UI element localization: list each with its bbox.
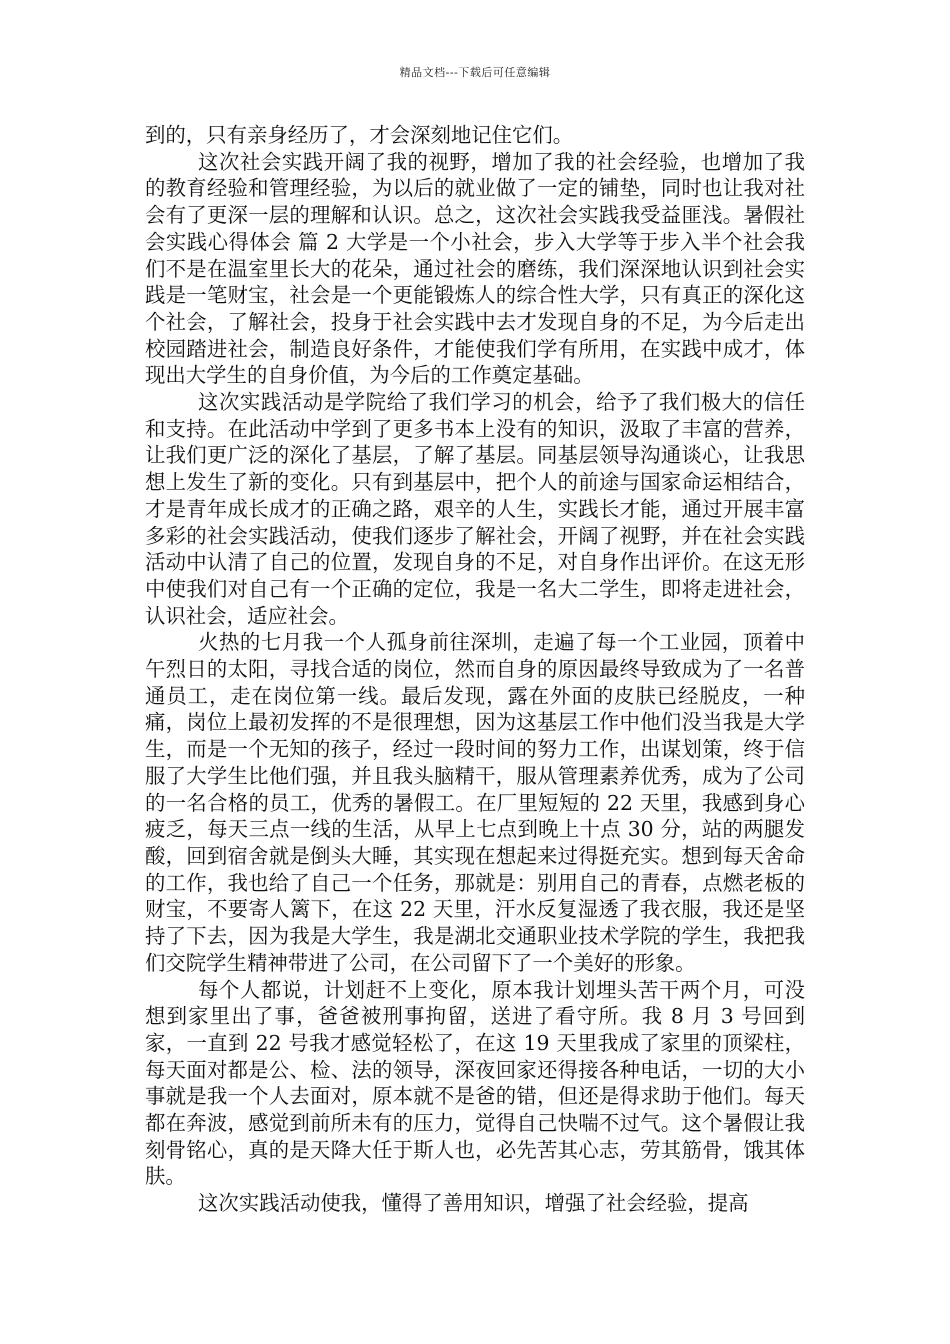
paragraph: 这次实践活动使我，懂得了善用知识，增强了社会经验，提高 — [198, 1191, 749, 1216]
paragraph: 这次实践活动是学院给了我们学习的机会，给予了我们极大的信任和支持。在此活动中学到了更多书本上没有的知识，汲取了丰富的营养，让我们更广泛的深化了基层，了解了基层。同基层领导沟通谈心，让我思想上发生了新的变化。只有到基层中，把个人的前途与国家命运相结合，才是青年成长成才的正确之路，艰辛的人生，实践长才能，通过开展丰富多彩的社会实践活动，使我们逐步了解社会，开阔了视野，并在社会实践活动中认清了自己的位置，发现自身的不足，对自身作出评价。在这无形中使我们对自己有一个正确的定位，我是一名大二学生，即将走进社会，认识社会，适应社会。 — [145, 390, 805, 628]
paragraph: 到的，只有亲身经历了，才会深刻地记住它们。 — [145, 123, 574, 147]
paragraph: 每个人都说，计划赶不上变化，原本我计划埋头苦干两个月，可没想到家里出了事，爸爸被刑事拘留，送进了看守所。我 8 月 3 号回到家，一直到 22 号我才感觉轻松了，在这 19 天里我成了家里的顶梁柱，每天面对都是公、检、法的领导，深夜回家还得接各种电话，一切的大小事就是我一个人去面对，原本就不是爸的错，但还是得求助于他们。每天都在奔波，感觉到前所未有的压力，觉得自己快喘不过气。这个暑假让我刻骨铭心，真的是天降大任于斯人也，必先苦其心志，劳其筋骨，饿其体肤。 — [145, 977, 805, 1189]
paragraph: 火热的七月我一个人孤身前往深圳，走遍了每一个工业园，顶着中午烈日的太阳，寻找合适的岗位，然而自身的原因最终导致成为了一名普通员工，走在岗位第一线。最后发现，露在外面的皮肤已经脱皮，一种痛，岗位上最初发挥的不是很理想，因为这基层工作中他们没当我是大学生，而是一个无知的孩子，经过一段时间的努力工作，出谋划策，终于信服了大学生比他们强，并且我头脑精干，服从管理素养优秀，成为了公司的一名合格的员工，优秀的暑假工。在厂里短短的 22 天里，我感到身心疲乏，每天三点一线的生活，从早上七点到晚上十点 30 分，站的两腿发酸，回到宿舍就是倒头大睡，其实现在想起来过得挺充实。想到每天舍命的工作，我也给了自己一个任务，那就是：别用自己的青春，点燃老板的财宝，不要寄人篱下，在这 22 天里，汗水反复湿透了我衣服，我还是坚持了下去，因为我是大学生，我是湖北交通职业技术学院的学生，我把我们交院学生精神带进了公司，在公司留下了一个美好的形象。 — [145, 630, 805, 975]
paragraph: 这次社会实践开阔了我的视野，增加了我的社会经验，也增加了我的教育经验和管理经验，为以后的就业做了一定的铺垫，同时也让我对社会有了更深一层的理解和认识。总之，这次社会实践我受益匪浅。暑假社会实践心得体会 篇 2 大学是一个小社会，步入大学等于步入半个社会我们不是在温室里长大的花朵，通过社会的磨练，我们深深地认识到社会实践是一笔财宝，社会是一个更能锻炼人的综合性大学，只有真正的深化这个社会，了解社会，投身于社会实践中去才发现自身的不足，为今后走出校园踏进社会，制造良好条件，才能使我们学有所用，在实践中成才，体现出大学生的自身价值，为今后的工作奠定基础。 — [145, 149, 805, 388]
page-header: 精品文档---下载后可任意编辑 — [399, 66, 551, 79]
document-body — [145, 122, 805, 1217]
